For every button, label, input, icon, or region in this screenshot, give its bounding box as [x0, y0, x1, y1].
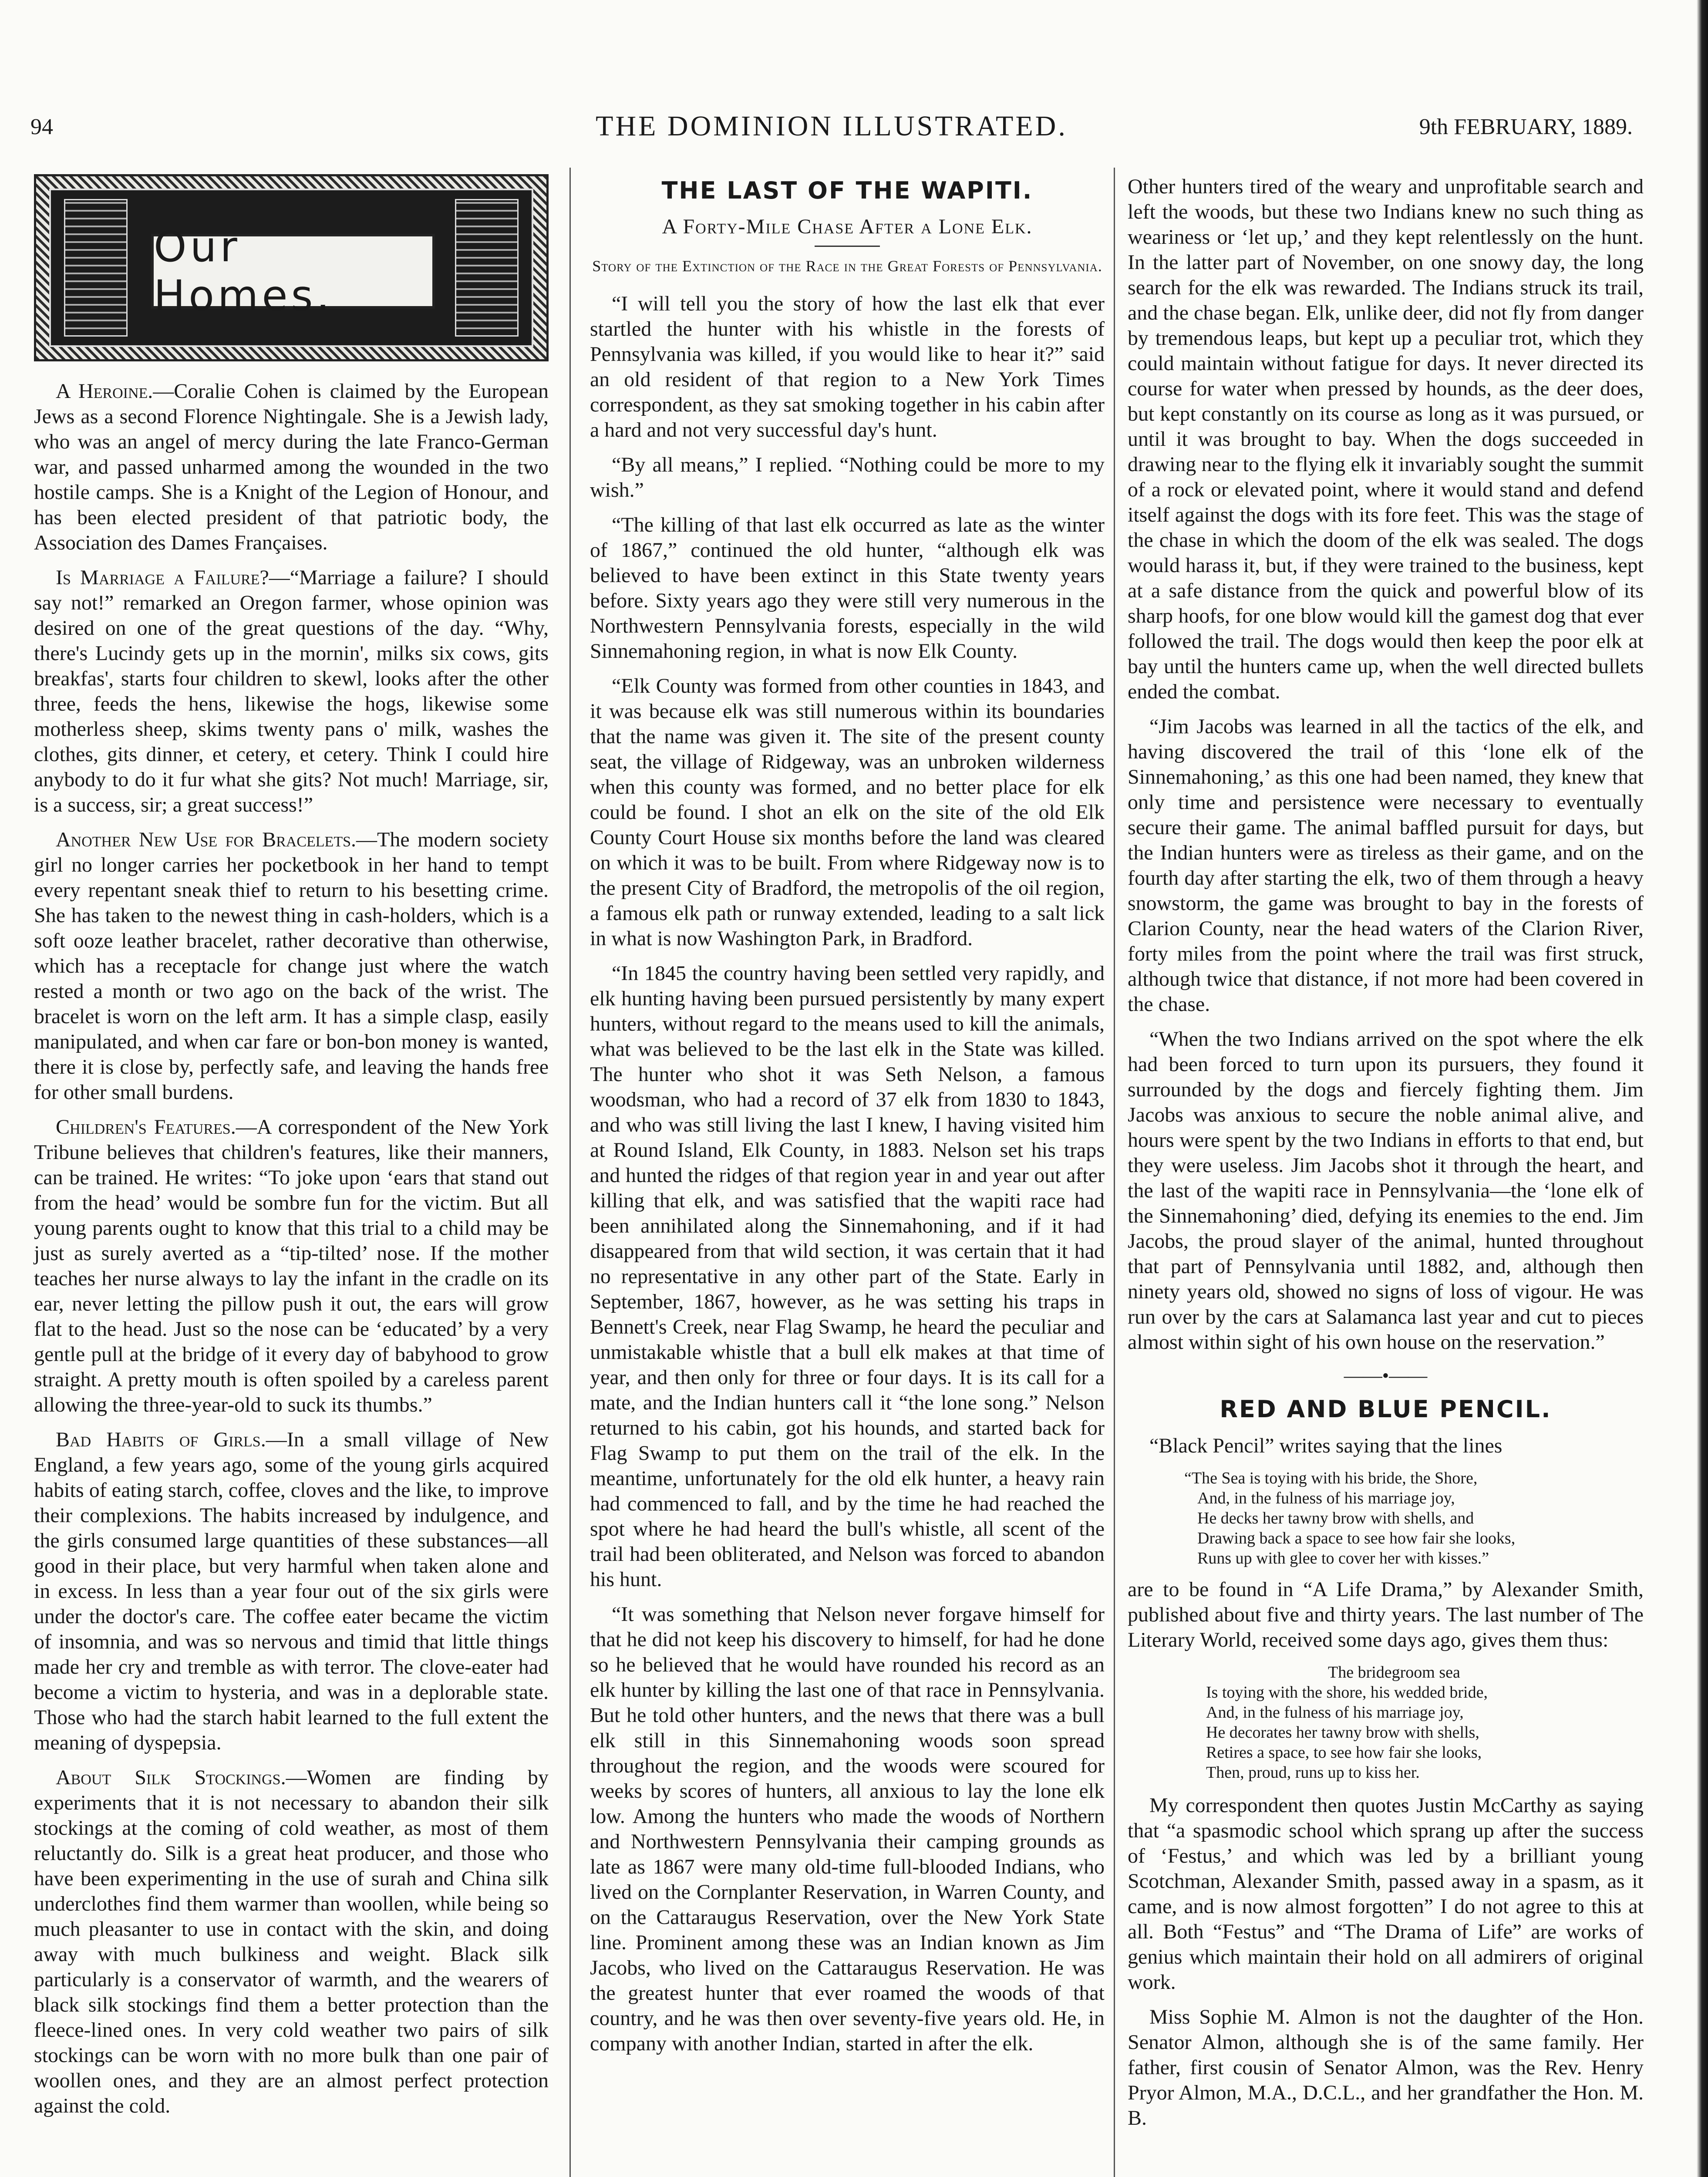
verse-line: He decks her tawny brow with shells, and	[1197, 1509, 1474, 1527]
item-text: —A correspondent of the New York Tribune believes that children's features, like their manners, can be trained. He writes: “To joke upon ‘ears that stand out from the head’ would be sombre fun for the victim. But all young parents ought to know that this trial to a child may be just as surely averted as a “tip-tilted’ nose. If the mother teaches her nurse always to lay the infant in the cradle on its ear, never letting the pillow push it out, the ears will grow flat to the head. Just so the nose can be ‘educated’ by a very gentle pull at the bridge of it every day of babyhood to grow straight. A pretty mouth is often spoiled by a careless parent allowing the three-year-old to suck its thumbs.”	[34, 1115, 549, 1416]
section-separator: ——•——	[1344, 1365, 1428, 1386]
column-wapiti	[590, 174, 1105, 2066]
article-paragraph	[34, 565, 549, 818]
item-heading: Bad Habits of Girls.	[56, 1428, 266, 1451]
article-paragraph	[34, 827, 549, 1105]
article-paragraph: Miss Sophie M. Almon is not the daughter of the Hon. Senator Almon, although she is of the same family. Her father, first cousin of Senator Almon, was the Rev. Henry Pryor Almon, M.A., D.C.L., and her grandfather the Hon. M. B.	[1128, 2005, 1644, 2130]
article-paragraph	[34, 1115, 549, 1418]
ornament-left	[64, 199, 128, 337]
article-paragraph: “By all means,” I replied. “Nothing could be more to my wish.”	[590, 453, 1105, 502]
article-paragraph: “It was something that Nelson never forgave himself for that he did not keep his discovery to himself, for had he done so he believed that he would have rounded his record as an elk hunter by killing the last one of that race in Pennsylvania. But he told other hunters, and the news that there was a bull elk still in this Sinnemahoning woods soon spread throughout the region, and the woods were scoured for weeks by scores of hunters, all anxious to lay the lone elk low. Among the hunters who made the woods of Northern and Northwestern Pennsylvania their camping grounds as late as 1867 were many old-time full-blooded Indians, who lived on the Cornplanter Reservation, in Warren County, and on the Cattaraugus Reservation, over the New York State line. Prominent among these was an Indian known as Jim Jacobs, who lived on the Cattaraugus Reservation. He was the greatest hunter that ever roamed the woods of that country, and he was then over seventy-five years old. He, in company with another Indian, started in after the elk.	[590, 1603, 1105, 2055]
banner-frame	[49, 189, 533, 347]
verse-line: He decorates her tawny brow with shells,	[1206, 1723, 1479, 1742]
verse-line: And, in the fulness of his marriage joy,	[1197, 1489, 1455, 1507]
quoted-verse	[1184, 1468, 1644, 1568]
item-heading: Another New Use for Bracelets.	[56, 828, 356, 851]
column-rule	[569, 168, 571, 2177]
article-paragraph: “Black Pencil” writes saying that the lines	[1149, 1434, 1503, 1457]
article-paragraph: are to be found in “A Life Drama,” by Alexander Smith, published about five and thirty years. The last number of The Literary World, received some days ago, gives them thus:	[1128, 1578, 1644, 1651]
column-rule	[1114, 168, 1115, 2177]
item-heading: Children's Features.	[56, 1115, 236, 1139]
page-header	[30, 110, 1633, 149]
verse-line: Runs up with glee to cover her with kisses.”	[1197, 1549, 1489, 1567]
quoted-verse	[1206, 1662, 1644, 1783]
item-text: —“Marriage a failure? I should say not!” remarked an Oregon farmer, whose opinion was desired on one of the great questions of the day. “Why, there's Lucindy gets up in the mornin', milks six cows, gits breakfas', starts four children to skewl, looks after the other three, feeds the hens, likewise the hogs, likewise some motherless sheep, skims twenty pans o' milk, washes the clothes, gits dinner, et cetery, et cetery. Think I could hire anybody to do it fur what she gits? Not much! Marriage, sir, is a success, sir; a great success!”	[34, 566, 549, 816]
item-heading: About Silk Stockings.	[56, 1766, 286, 1789]
article-subheading: Story of the Extinction of the Race in the Great Forests of Pennsylvania.	[592, 257, 1102, 275]
article-subtitle: A Forty-Mile Chase After a Lone Elk.	[662, 215, 1033, 238]
article-paragraph	[34, 1427, 549, 1756]
issue-date: 9th FEBRUARY, 1889.	[1419, 115, 1633, 139]
our-homes-banner	[34, 174, 549, 361]
article-paragraph: “I will tell you the story of how the last elk that ever startled the hunter with his whistle in the forests of Pennsylvania was killed, if you would like to hear it?” said an old resident of that region to a New York Times correspondent, as they sat smoking together in his cabin after a hard and not very successful day's hunt.	[590, 292, 1105, 441]
verse-line: And, in the fulness of his marriage joy,	[1206, 1703, 1464, 1722]
column-continued	[1128, 174, 1644, 2140]
page-edge-shadow	[1697, 0, 1708, 2177]
verse-line: Is toying with the shore, his wedded bride,	[1206, 1683, 1488, 1702]
item-text: —In a small village of New England, a few years ago, some of the young girls acquired habits of eating starch, coffee, cloves and the like, to improve their complexions. The habits increased by indulgence, and the girls consumed large quantities of these substances—all good in their place, but very harmful when taken alone and in excess. In less than a year four out of the six girls were under the doctor's care. The coffee eater became the victim of insomnia, and was so nervous and timid that little things made her cry and tremble as with terror. The clove-eater had become a victim to hysteria, and was in a deplorable state. Those who had the starch habit learned to the full extent the meaning of dyspepsia.	[34, 1428, 549, 1754]
item-heading: A Heroine.	[56, 380, 153, 403]
article-paragraph	[34, 379, 549, 556]
verse-line: Retires a space, to see how fair she looks,	[1206, 1743, 1482, 1762]
article-paragraph: “Jim Jacobs was learned in all the tactics of the elk, and having discovered the trail of this ‘lone elk of the Sinnemahoning,’ as this one had been named, they knew that only time and persistence were necessary to eventually secure their game. The animal baffled pursuit for days, but the Indian hunters were as tireless as their game, and on the fourth day after starting the elk, two of them through a heavy snowstorm, the game was brought to bay in the forests of Clarion County, near the head waters of the Clarion River, forty miles from the point where the trail was first struck, although twice that distance, if not more had been covered in the chase.	[1128, 715, 1644, 1016]
item-heading: Is Marriage a Failure?	[56, 566, 269, 589]
article-paragraph: “When the two Indians arrived on the spot where the elk had been forced to turn upon its pursuers, they found it surrounded by the dogs and fiercely fighting them. Jim Jacobs was anxious to secure the noble animal alive, and hours were spent by the two Indians in efforts to that end, but they were useless. Jim Jacobs shot it through the heart, and the last of the wapiti race in Pennsylvania—the ‘lone elk of the Sinnemahoning’ died, defying its enemies to the end. Jim Jacobs, the proud slayer of the animal, hunted throughout that part of Pennsylvania until 1882, and, although then ninety years old, showed no signs of loss of vigour. He was run over by the cars at Salamanca last year and cut to pieces almost within sight of his own house on the reservation.”	[1128, 1028, 1644, 1354]
publication-title: THE DOMINION ILLUSTRATED.	[596, 110, 1068, 142]
banner-title: Our Homes.	[151, 234, 435, 309]
article-paragraph: “Elk County was formed from other counties in 1843, and it was because elk was still numerous within its boundaries that the name was given it. The site of the present county seat, the village of Ridgeway, was an unbroken wilderness when this county was formed, and no better place for elk could be found. I shot an elk on the site of the old Elk County Court House six months before the land was cleared on which it was to be built. From where Ridgeway now is to the present City of Bradford, the metropolis of the oil region, a famous elk path or runway extended, leading to a salt lick in what is now Washington Park, in Bradford.	[590, 674, 1105, 950]
verse-line: Then, proud, runs up to kiss her.	[1206, 1763, 1420, 1782]
item-text: —Women are finding by experiments that it is not necessary to abandon their silk stockings at the coming of cold weather, as most of them reluctantly do. Silk is a great heat producer, and those who have been experimenting in the use of surah and China silk underclothes find them warmer than woollen, while being so much pleasanter to use in contact with the skin, and doing away with much bulkiness and weight. Black silk particularly is a conservator of warmth, and the wearers of black silk stockings find them a better protection than the fleece-lined ones. In very cold weather two pairs of silk stockings can be worn with no more bulk than one pair of woollen ones, and they are an almost perfect protection against the cold.	[34, 1766, 549, 2117]
article-paragraph: Other hunters tired of the weary and unprofitable search and left the woods, but these two Indians knew no such thing as weariness or ‘let up,’ and they kept relentlessly on the hunt. In the latter part of November, on one snowy day, the long search for the elk was rewarded. The Indians struck its trail, and the chase began. Elk, unlike deer, did not fly from danger by tremendous leaps, but kept up a peculiar trot, which they could maintain without fatigue for days. It never directed its course for water when pressed by hounds, as the deer does, but kept constantly on its course as long as it was pursued, or until it was brought to bay. When the dogs succeeded in drawing near to the flying elk it invariably sought the summit of a rock or elevated point, where it would stand and defend itself against the dogs with its fore feet. This was the stage of the chase in which the doom of the elk was sealed. The dogs would harass it, but, if they were trained to the business, kept at a safe distance from the quick and powerful blow of its sharp hoofs, for one blow would kill the gamest dog that ever followed the trail. The dogs would then keep the poor elk at bay until the hunters came up, when the well directed bullets ended the combat.	[1128, 175, 1644, 703]
item-text: —The modern society girl no longer carries her pocketbook in her hand to tempt every repentant sneak thief to return to his besetting crime. She has taken to the newest thing in cash-holders, which is a soft ooze leather bracelet, rather decorative than otherwise, which has a receptacle for change just where the watch rested a month or two ago on the back of the wrist. The bracelet is worn on the left arm. It has a simple clasp, easily manipulated, and when car fare or bon-bon money is wanted, there it is close by, perfectly safe, and leaving the hands free for other small burdens.	[34, 828, 549, 1104]
article-paragraph: “In 1845 the country having been settled very rapidly, and elk hunting having been pursued persistently by many expert hunters, without regard to the means used to kill the animals, what was believed to be the last elk in the State was killed. The hunter who shot it was Seth Nelson, a famous woodsman, who had a record of 37 elk from 1830 to 1843, and who was still living the last I knew, I having visited him at Round Island, Elk County, in 1883. Nelson set his traps and hunted the ridges of that region year in and year out after killing that elk, and was satisfied that the wapiti race had been annihilated along the Sinnemahoning, and if it had disappeared from that wild section, it was certain that it had no representative in any other part of the State. Early in September, 1867, however, as he was setting his traps in Bennett's Creek, near Flag Swamp, he heard the peculiar and unmistakable whistle that a bull elk makes at that time of year, and then only for three or four days. It is its call for a mate, and the Indian hunters call it “the lone song.” Nelson returned to his cabin, got his hounds, and started back for Flag Swamp to put them on the trail of the elk. In the meantime, unfortunately for the old elk hunter, a heavy rain had commenced to fall, and by the time he had reached the spot where he had heard the bull's whistle, all scent of the trail had been obliterated, and Nelson was forced to abandon his hunt.	[590, 962, 1105, 1591]
column-our-homes	[34, 174, 549, 2128]
page-number: 94	[30, 115, 53, 139]
title-rule	[815, 246, 880, 247]
article-paragraph: My correspondent then quotes Justin McCarthy as saying that “a spasmodic school which sprang up after the success of ‘Festus,’ and which was led by a brilliant young Scotchman, Alexander Smith, passed away in a spasm, as it came, and is now almost forgotten” I do not agree to this at all. Both “Festus” and “The Drama of Life” are works of genius which maintain their hold on all admirers of original work.	[1128, 1794, 1644, 1994]
verse-line: The bridegroom sea	[1328, 1663, 1460, 1682]
verse-line: Drawing back a space to see how fair she looks,	[1197, 1529, 1516, 1547]
verse-line: “The Sea is toying with his bride, the Shore,	[1184, 1469, 1478, 1487]
article-paragraph: “The killing of that last elk occurred as late as the winter of 1867,” continued the old hunter, “although elk was believed to have been extinct in this State twenty years before. Sixty years ago they were still very numerous in the Northwestern Pennsylvania forests, especially in the wild Sinnemahoning region, in what is now Elk County.	[590, 513, 1105, 663]
article-title: THE LAST OF THE WAPITI.	[661, 177, 1033, 204]
article-paragraph	[34, 1765, 549, 2119]
item-text: —Coralie Cohen is claimed by the European Jews as a second Florence Nightingale. She is a Jewish lady, who was an angel of mercy during the late Franco-German war, and passed unharmed among the wounded in the two hostile camps. She is a Knight of the Legion of Honour, and has been elected president of that patriotic body, the Association des Dames Françaises.	[34, 380, 549, 554]
ornament-right	[455, 199, 519, 337]
section-title: RED AND BLUE PENCIL.	[1220, 1395, 1552, 1423]
